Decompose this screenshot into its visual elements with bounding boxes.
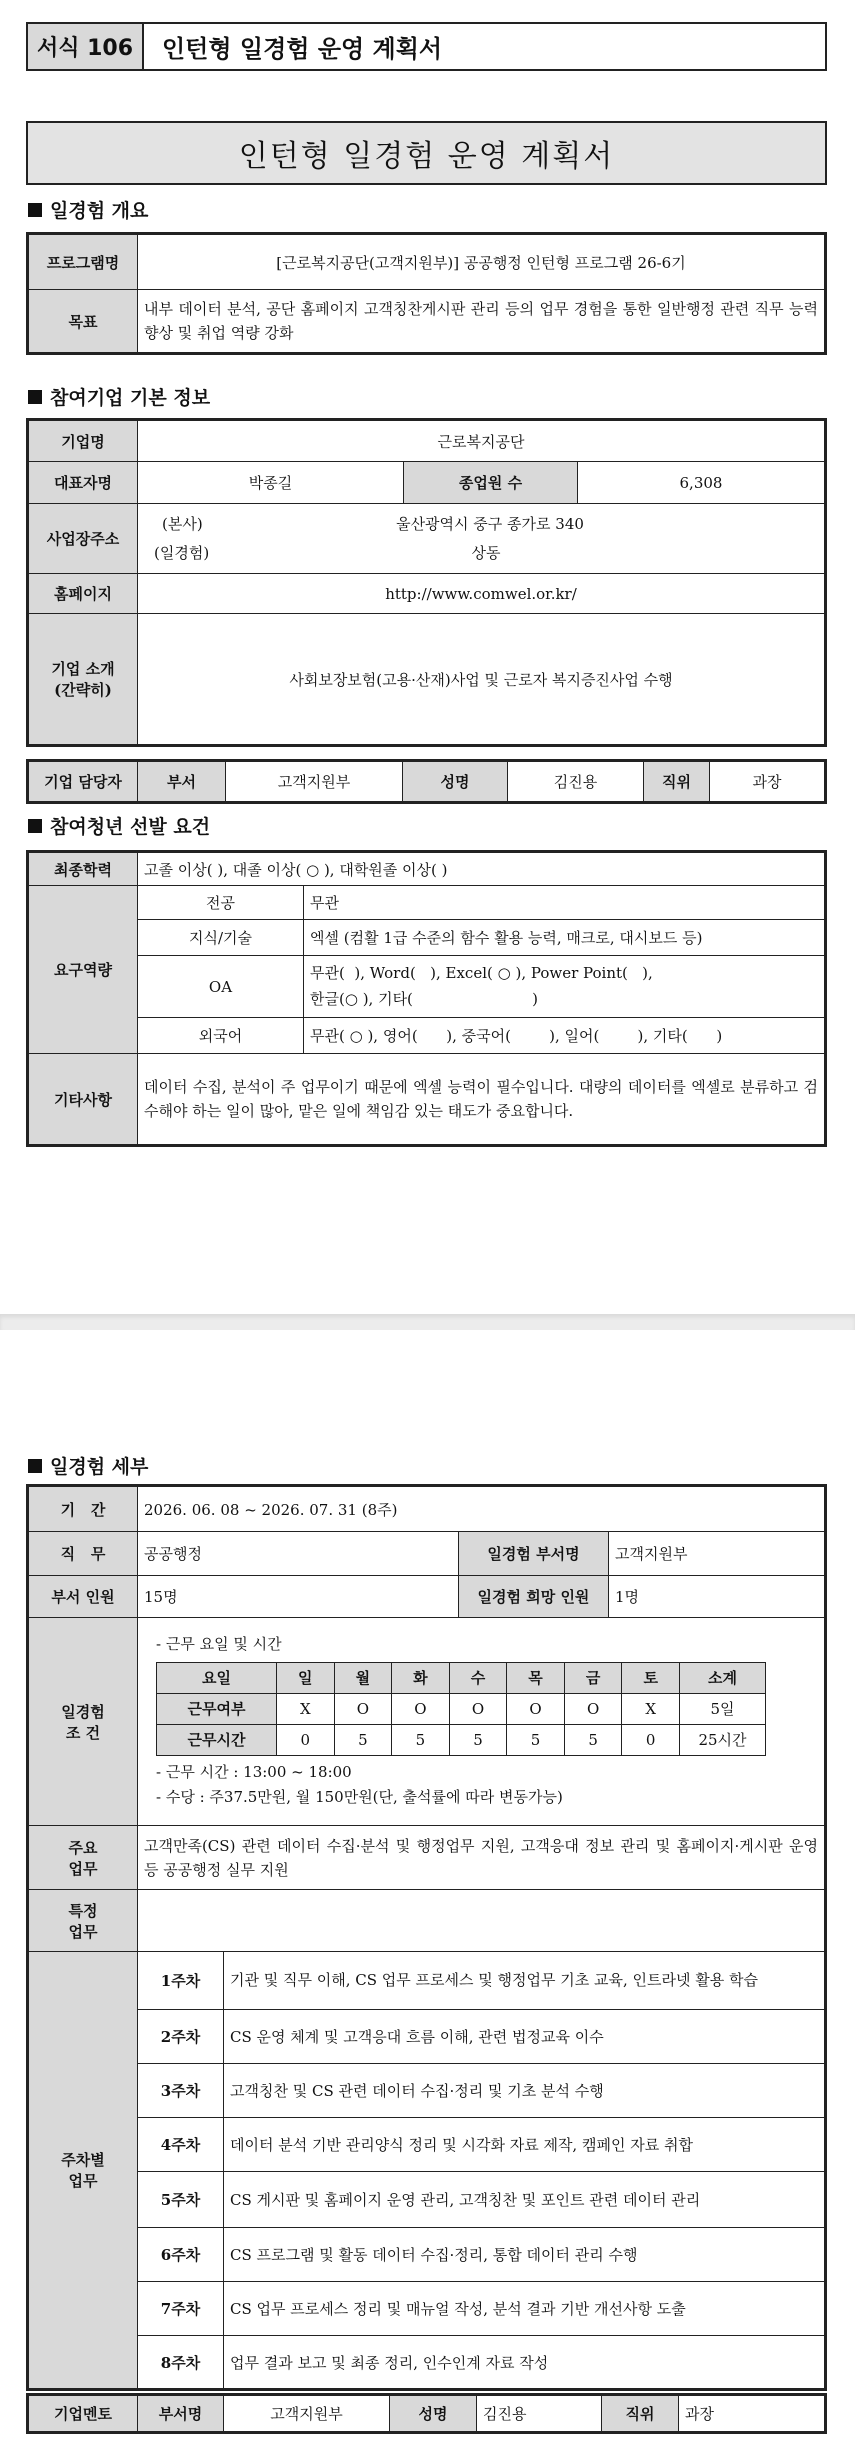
goal-value: 내부 데이터 분석, 공단 홈페이지 고객칭찬게시판 관리 등의 업무 경험을 통한 일반행정 관련 직무 능력 향상 및 취업 역량 강화 <box>138 290 826 354</box>
employees-value: 6,308 <box>578 462 826 504</box>
schedule-header-cell: 금 <box>564 1662 622 1693</box>
special-task-label-line2: 업무 <box>68 1922 98 1941</box>
work-dept-value: 고객지원부 <box>609 1532 826 1576</box>
etc-value: 데이터 수집, 분석이 주 업무이기 때문에 엑셀 능력이 필수입니다. 대량의 데이터를 엑셀로 분류하고 검수해야 하는 일이 많아, 맡은 일에 책임감 있는 태도가 중요합니다. <box>138 1054 826 1146</box>
schedule-cell: 5 <box>507 1724 565 1755</box>
detail-table <box>26 1484 827 2391</box>
overview-table <box>26 232 827 355</box>
condition-label-line1: 일경험 <box>61 1702 105 1721</box>
schedule-header-row <box>157 1662 766 1693</box>
week-task: CS 게시판 및 홈페이지 운영 관리, 고객칭찬 및 포인트 관련 데이터 관리 <box>224 2172 826 2228</box>
section-title: 참여청년 선발 요건 <box>50 816 211 838</box>
week-label: 1주차 <box>138 1952 224 2010</box>
schedule-cell: O <box>334 1693 392 1724</box>
requirements-table <box>26 850 827 1147</box>
week-label: 4주차 <box>138 2118 224 2172</box>
main-task-label-line1: 주요 <box>68 1838 98 1857</box>
contact-name-value: 김진용 <box>508 761 644 803</box>
homepage-link[interactable]: http://www.comwel.or.kr/ <box>138 574 826 614</box>
condition-pay: - 수당 : 주37.5만원, 월 150만원(단, 출석률에 따라 변동가능) <box>156 1788 563 1807</box>
goal-label: 목표 <box>28 290 138 354</box>
company-name-value: 근로복지공단 <box>138 420 826 462</box>
employees-label: 종업원 수 <box>404 462 578 504</box>
week-label: 5주차 <box>138 2172 224 2228</box>
education-label: 최종학력 <box>28 852 138 886</box>
address-work-value: 상동 <box>471 543 501 562</box>
wish-label: 일경험 희망 인원 <box>459 1576 609 1618</box>
mentor-dept-label: 부서명 <box>138 2395 224 2433</box>
page-break <box>0 1314 855 1330</box>
oa-label: OA <box>138 956 304 1018</box>
mentor-table <box>26 2393 827 2434</box>
wish-value: 1명 <box>609 1576 826 1618</box>
square-bullet-icon <box>28 390 42 404</box>
schedule-cell: O <box>392 1693 450 1724</box>
contact-table <box>26 759 827 804</box>
work-dept-label: 일경험 부서명 <box>459 1532 609 1576</box>
schedule-header-cell: 소계 <box>680 1662 766 1693</box>
section-title: 일경험 개요 <box>50 200 149 222</box>
special-task-label-line1: 특정 <box>68 1901 98 1920</box>
main-task-label <box>28 1826 138 1890</box>
schedule-cell: X <box>277 1693 335 1724</box>
schedule-row-label: 근무시간 <box>157 1724 277 1755</box>
schedule-cell: 0 <box>277 1724 335 1755</box>
week-task: CS 운영 체계 및 고객응대 흐름 이해, 관련 법정교육 이수 <box>224 2010 826 2064</box>
contact-label: 기업 담당자 <box>28 761 138 803</box>
job-value: 공공행정 <box>138 1532 459 1576</box>
section-company-heading <box>28 383 210 410</box>
week-task: CS 프로그램 및 활동 데이터 수집·정리, 통합 데이터 관리 수행 <box>224 2228 826 2282</box>
condition-time: - 근무 시간 : 13:00 ~ 18:00 <box>156 1762 352 1781</box>
schedule-row-hours <box>157 1724 766 1755</box>
contact-name-label: 성명 <box>403 761 508 803</box>
schedule-cell: X <box>622 1693 680 1724</box>
main-task-value: 고객만족(CS) 관련 데이터 수집·분석 및 행정업무 지원, 고객응대 정보 관리 및 홈페이지·게시판 운영 등 공공행정 실무 지원 <box>138 1826 826 1890</box>
address-value <box>138 504 826 574</box>
section-requirements-heading <box>28 812 210 839</box>
mentor-dept-value: 고객지원부 <box>224 2395 390 2433</box>
condition-value <box>138 1618 826 1826</box>
week-task: 업무 결과 보고 및 최종 정리, 인수인계 자료 작성 <box>224 2336 826 2390</box>
special-task-value <box>138 1890 826 1952</box>
contact-position-value: 과장 <box>710 761 826 803</box>
week-label: 7주차 <box>138 2282 224 2336</box>
staff-value: 15명 <box>138 1576 459 1618</box>
schedule-cell: O <box>507 1693 565 1724</box>
skill-value: 엑셀 (컴활 1급 수준의 함수 활용 능력, 매크로, 대시보드 등) <box>304 920 826 956</box>
schedule-cell: 5일 <box>680 1693 766 1724</box>
weekly-task-label <box>28 1952 138 2390</box>
schedule-header-cell: 일 <box>277 1662 335 1693</box>
section-title: 일경험 세부 <box>50 1456 149 1478</box>
competency-label: 요구역량 <box>28 886 138 1054</box>
schedule-row-label: 근무여부 <box>157 1693 277 1724</box>
schedule-header-cell: 요일 <box>157 1662 277 1693</box>
mentor-position-value: 과장 <box>679 2395 826 2433</box>
job-label: 직 무 <box>28 1532 138 1576</box>
schedule-header-cell: 수 <box>449 1662 507 1693</box>
homepage-label: 홈페이지 <box>28 574 138 614</box>
etc-label: 기타사항 <box>28 1054 138 1146</box>
schedule-cell: 25시간 <box>680 1724 766 1755</box>
program-value: [근로복지공단(고객지원부)] 공공행정 인턴형 프로그램 26-6기 <box>138 234 826 290</box>
mentor-position-label: 직위 <box>602 2395 679 2433</box>
period-value: 2026. 06. 08 ~ 2026. 07. 31 (8주) <box>138 1486 826 1532</box>
schedule-table <box>156 1662 766 1756</box>
schedule-cell: 5 <box>334 1724 392 1755</box>
company-intro-value: 사회보장보험(고용·산재)사업 및 근로자 복지증진사업 수행 <box>138 614 826 746</box>
condition-intro: - 근무 요일 및 시간 <box>156 1635 282 1654</box>
address-hq-tag: (본사) <box>162 515 203 533</box>
condition-label <box>28 1618 138 1826</box>
oa-line-1: 무관( ), Word( ), Excel( ○ ), Power Point( ), <box>310 964 653 982</box>
skill-label: 지식/기술 <box>138 920 304 956</box>
company-name-label: 기업명 <box>28 420 138 462</box>
period-label: 기 간 <box>28 1486 138 1532</box>
schedule-header-cell: 토 <box>622 1662 680 1693</box>
ceo-label: 대표자명 <box>28 462 138 504</box>
schedule-cell: 5 <box>392 1724 450 1755</box>
week-task: 기관 및 직무 이해, CS 업무 프로세스 및 행정업무 기초 교육, 인트라넷 활용 학습 <box>224 1952 826 2010</box>
week-task: 고객칭찬 및 CS 관련 데이터 수집·정리 및 기초 분석 수행 <box>224 2064 826 2118</box>
language-label: 외국어 <box>138 1018 304 1054</box>
address-work-tag: (일경험) <box>154 543 210 562</box>
oa-line-2: 한글(○ ), 기타( ) <box>310 989 538 1008</box>
company-table <box>26 418 827 747</box>
special-task-label <box>28 1890 138 1952</box>
oa-value <box>304 956 826 1018</box>
address-label: 사업장주소 <box>28 504 138 574</box>
week-label: 6주차 <box>138 2228 224 2282</box>
schedule-header-cell: 화 <box>392 1662 450 1693</box>
intro-label-line2: (간략히) <box>54 681 112 699</box>
section-detail-heading <box>28 1452 148 1479</box>
weekly-task-label-line1: 주차별 <box>61 2151 105 2169</box>
schedule-cell: 5 <box>449 1724 507 1755</box>
company-intro-label <box>28 614 138 746</box>
education-value: 고졸 이상( ), 대졸 이상( ○ ), 대학원졸 이상( ) <box>138 852 826 886</box>
language-value: 무관( ○ ), 영어( ), 중국어( ), 일어( ), 기타( ) <box>304 1018 826 1054</box>
contact-dept-label: 부서 <box>138 761 226 803</box>
schedule-header-cell: 목 <box>507 1662 565 1693</box>
contact-position-label: 직위 <box>644 761 710 803</box>
condition-label-line2: 조 건 <box>65 1723 101 1742</box>
mentor-label: 기업멘토 <box>28 2395 138 2433</box>
week-task: 데이터 분석 기반 관리양식 정리 및 시각화 자료 제작, 캠페인 자료 취합 <box>224 2118 826 2172</box>
address-hq-value: 울산광역시 중구 종가로 340 <box>396 515 584 533</box>
form-number: 서식 106 <box>26 22 144 71</box>
square-bullet-icon <box>28 203 42 217</box>
week-label: 2주차 <box>138 2010 224 2064</box>
week-task: CS 업무 프로세스 정리 및 매뉴얼 작성, 분석 결과 기반 개선사항 도출 <box>224 2282 826 2336</box>
weekly-task-label-line2: 업무 <box>68 2172 98 2190</box>
schedule-cell: 5 <box>564 1724 622 1755</box>
page-title: 인턴형 일경험 운영 계획서 <box>26 121 827 185</box>
major-value: 무관 <box>304 886 826 920</box>
intro-label-line1: 기업 소개 <box>51 660 115 678</box>
schedule-header-cell: 월 <box>334 1662 392 1693</box>
square-bullet-icon <box>28 819 42 833</box>
schedule-cell: 0 <box>622 1724 680 1755</box>
week-label: 3주차 <box>138 2064 224 2118</box>
section-title: 참여기업 기본 정보 <box>50 387 211 409</box>
schedule-cell: O <box>564 1693 622 1724</box>
contact-dept-value: 고객지원부 <box>226 761 403 803</box>
program-label: 프로그램명 <box>28 234 138 290</box>
square-bullet-icon <box>28 1459 42 1473</box>
schedule-cell: O <box>449 1693 507 1724</box>
major-label: 전공 <box>138 886 304 920</box>
mentor-name-value: 김진용 <box>477 2395 602 2433</box>
staff-label: 부서 인원 <box>28 1576 138 1618</box>
schedule-row-workdays <box>157 1693 766 1724</box>
section-overview-heading <box>28 196 148 223</box>
form-title: 인턴형 일경험 운영 계획서 <box>144 22 827 71</box>
week-label: 8주차 <box>138 2336 224 2390</box>
mentor-name-label: 성명 <box>390 2395 477 2433</box>
main-task-label-line2: 업무 <box>68 1859 98 1878</box>
ceo-value: 박종길 <box>138 462 404 504</box>
